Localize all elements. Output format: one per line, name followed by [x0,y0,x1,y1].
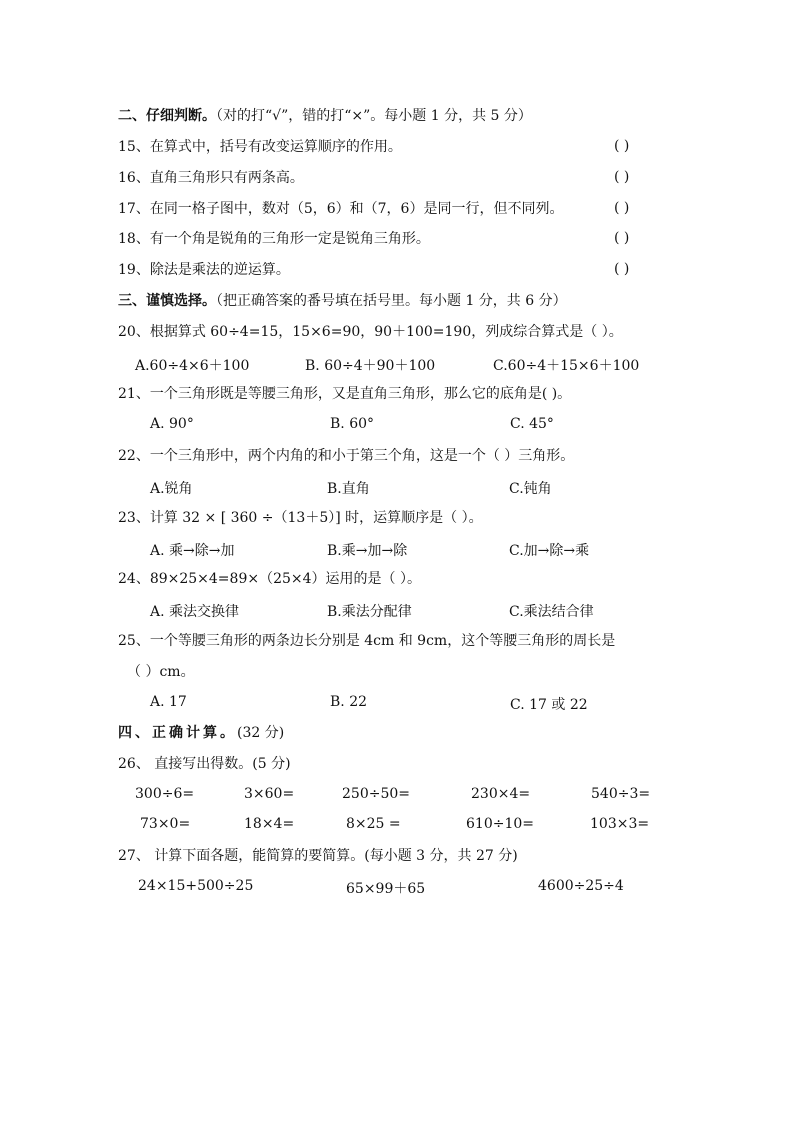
q25-option-a[interactable]: A. 17 [150,694,187,710]
calc-item: 24×15+500÷25 [138,878,254,894]
calc-item: 300÷6= [135,786,195,802]
q23-option-b[interactable]: B.乘→加→除 [327,543,408,559]
q22-option-a[interactable]: A.锐角 [150,481,193,497]
section-2-note: （对的打“√”，错的打“×”。每小题 1 分，共 5 分） [216,108,532,124]
section-3-title [118,292,567,310]
question-23: 23、计算 32 × [ 360 ÷（13＋5）] 时，运算顺序是（ ）。 [118,510,483,526]
q20-option-a[interactable]: A.60÷4×6＋100 [135,358,250,374]
calc-item: 18×4= [244,816,295,832]
answer-blank-19[interactable]: ( ) [614,261,630,277]
q24-option-b[interactable]: B.乘法分配律 [327,604,412,620]
calc-item: 65×99＋65 [346,881,426,897]
q23-option-a[interactable]: A. 乘→除→加 [150,543,235,559]
answer-blank-17[interactable]: ( ) [614,200,630,216]
question-25: 25、一个等腰三角形的两条边长分别是 4cm 和 9cm，这个等腰三角形的周长是 [118,633,616,649]
question-27: 27、 计算下面各题，能简算的要简算。(每小题 3 分，共 27 分) [118,848,518,864]
q21-option-b[interactable]: B. 60° [330,416,375,432]
q21-option-c[interactable]: C. 45° [510,416,554,432]
question-18: 18、有一个角是锐角的三角形一定是锐角三角形。 [118,231,430,247]
q23-option-c[interactable]: C.加→除→乘 [509,543,590,559]
calc-item: 540÷3= [591,786,651,802]
q20-option-c[interactable]: C.60÷4＋15×6＋100 [493,358,640,374]
question-19: 19、除法是乘法的逆运算。 [118,262,290,278]
q25-option-b[interactable]: B. 22 [330,694,368,710]
q24-option-a[interactable]: A. 乘法交换律 [150,604,240,620]
q22-option-b[interactable]: B.直角 [327,481,370,497]
answer-blank-16[interactable]: ( ) [614,169,630,185]
q20-option-b[interactable]: B. 60÷4＋90＋100 [305,358,436,374]
section-4-heading: 四、正确计算。 [118,725,237,741]
calc-item: 250÷50= [342,786,410,802]
question-15: 15、在算式中，括号有改变运算顺序的作用。 [118,139,402,155]
question-20: 20、根据算式 60÷4=15，15×6=90，90＋100=190，列成综合算式是（ ）。 [118,324,623,340]
calc-item: 4600÷25÷4 [538,878,624,894]
section-4-note: (32 分) [237,725,285,741]
section-4-title [118,724,284,742]
question-17: 17、在同一格子图中，数对（5，6）和（7，6）是同一行，但不同列。 [118,201,564,217]
question-26: 26、 直接写出得数。(5 分) [118,756,291,772]
section-2-heading: 二、仔细判断。 [118,108,216,124]
question-24: 24、89×25×4=89×（25×4）运用的是（ ）。 [118,571,421,587]
q25-option-c[interactable]: C. 17 或 22 [510,697,588,713]
section-3-note: （把正确答案的番号填在括号里。每小题 1 分，共 6 分） [216,293,567,309]
calc-item: 3×60= [244,786,295,802]
calc-item: 230×4= [471,786,531,802]
answer-blank-18[interactable]: ( ) [614,230,630,246]
q21-option-a[interactable]: A. 90° [150,416,194,432]
q24-option-c[interactable]: C.乘法结合律 [509,604,594,620]
calc-item: 103×3= [590,816,650,832]
calc-item: 610÷10= [466,816,534,832]
section-2-title [118,107,532,125]
question-21: 21、一个三角形既是等腰三角形，又是直角三角形，那么它的底角是( )。 [118,386,572,402]
q22-option-c[interactable]: C.钝角 [509,481,552,497]
calc-item: 8×25 = [346,816,401,832]
question-25-continued: （ ）cm。 [127,664,195,680]
section-3-heading: 三、谨慎选择。 [118,293,216,309]
answer-blank-15[interactable]: ( ) [614,138,630,154]
question-16: 16、直角三角形只有两条高。 [118,170,304,186]
calc-item: 73×0= [140,816,191,832]
question-22: 22、一个三角形中，两个内角的和小于第三个角，这是一个（ ）三角形。 [118,448,575,464]
